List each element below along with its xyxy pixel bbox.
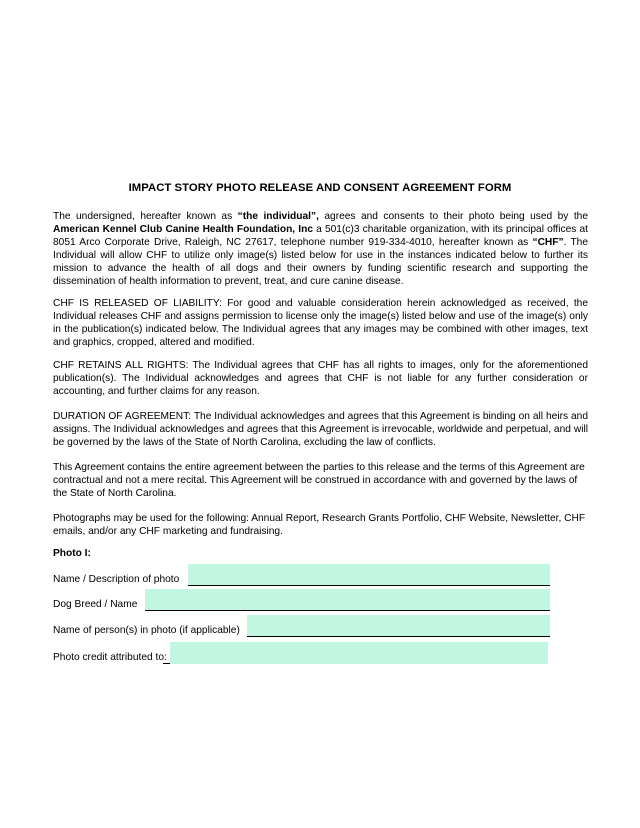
photo-credit-row xyxy=(53,642,593,664)
duration-paragraph: DURATION OF AGREEMENT: The Individual acknowledges and agrees that this Agreement is binding on all heirs and assigns. The Individual acknowledges and agrees that this Agreement is irrevocable, worldwide and perpetual, and will be governed by the laws of the State of North Carolina, excluding the law of conflicts. xyxy=(53,411,588,448)
dog-breed-label: Dog Breed / Name xyxy=(53,599,138,610)
persons-in-photo-field[interactable] xyxy=(247,615,550,637)
name-description-label: Name / Description of photo xyxy=(53,574,180,585)
liability-paragraph: CHF IS RELEASED OF LIABILITY: For good and valuable consideration herein acknowledged as received, the Individual releases CHF and assigns permission to license only the image(s) listed below and use of the image(s) only in the publication(s) indicated below. The Individual agrees that any images may be combined with other images, text and graphics, cropped, altered and modified. xyxy=(53,298,588,348)
photo-credit-field[interactable] xyxy=(170,642,548,664)
intro-bold-chf: “CHF” xyxy=(532,236,564,248)
name-description-row xyxy=(53,564,593,586)
intro-text-1: The undersigned, hereafter known as xyxy=(53,211,238,222)
form-title: IMPACT STORY PHOTO RELEASE AND CONSENT AGREEMENT FORM xyxy=(128,182,512,194)
intro-bold-org: American Kennel Club Canine Health Foundation, Inc xyxy=(53,223,313,235)
dog-breed-field[interactable] xyxy=(145,589,550,611)
photo-heading: Photo I: xyxy=(53,548,91,559)
rights-paragraph: CHF RETAINS ALL RIGHTS: The Individual agrees that CHF has all rights to images, only for the aforementioned publication(s). The Individual acknowledges and agrees that CHF is not liable for any further consideration or accounting, and further claims for any reason. xyxy=(53,360,588,397)
uses-paragraph: Photographs may be used for the following: Annual Report, Research Grants Portfolio, CHF Website, Newsletter, CHF emails, and/or any CHF marketing and fundraising. xyxy=(53,513,586,537)
intro-text-4: . The Individual will allow CHF to utilize only image(s) listed below for use in the instances indicated below to further its mission to advance the health of all dogs and their owners by funding scientific research and supporting the dissemination of health information to prevent, treat, and cure canine disease. xyxy=(53,236,589,287)
entire-agreement-paragraph: This Agreement contains the entire agreement between the parties to this release and the terms of this Agreement are contractual and not a mere recital. This Agreement will be construed in accordance with and governed by the laws of the State of North Carolina. xyxy=(53,462,585,499)
dog-breed-row xyxy=(53,589,593,611)
intro-paragraph xyxy=(53,211,588,288)
intro-text-2: agrees and consents to their photo being used by the xyxy=(318,211,588,222)
intro-bold-individual: “the individual”, xyxy=(237,211,319,222)
intro-text-3: a 501(c)3 charitable organization, with its principal offices at 8051 Arco Corporate Drive, Raleigh, NC 27617, telephone number 919-334-4010, hereafter known as xyxy=(53,223,588,248)
persons-in-photo-row xyxy=(53,615,593,637)
persons-in-photo-label: Name of person(s) in photo (if applicable) xyxy=(53,625,240,636)
name-description-field[interactable] xyxy=(188,564,550,586)
photo-credit-label: Photo credit attributed to: xyxy=(53,652,167,663)
